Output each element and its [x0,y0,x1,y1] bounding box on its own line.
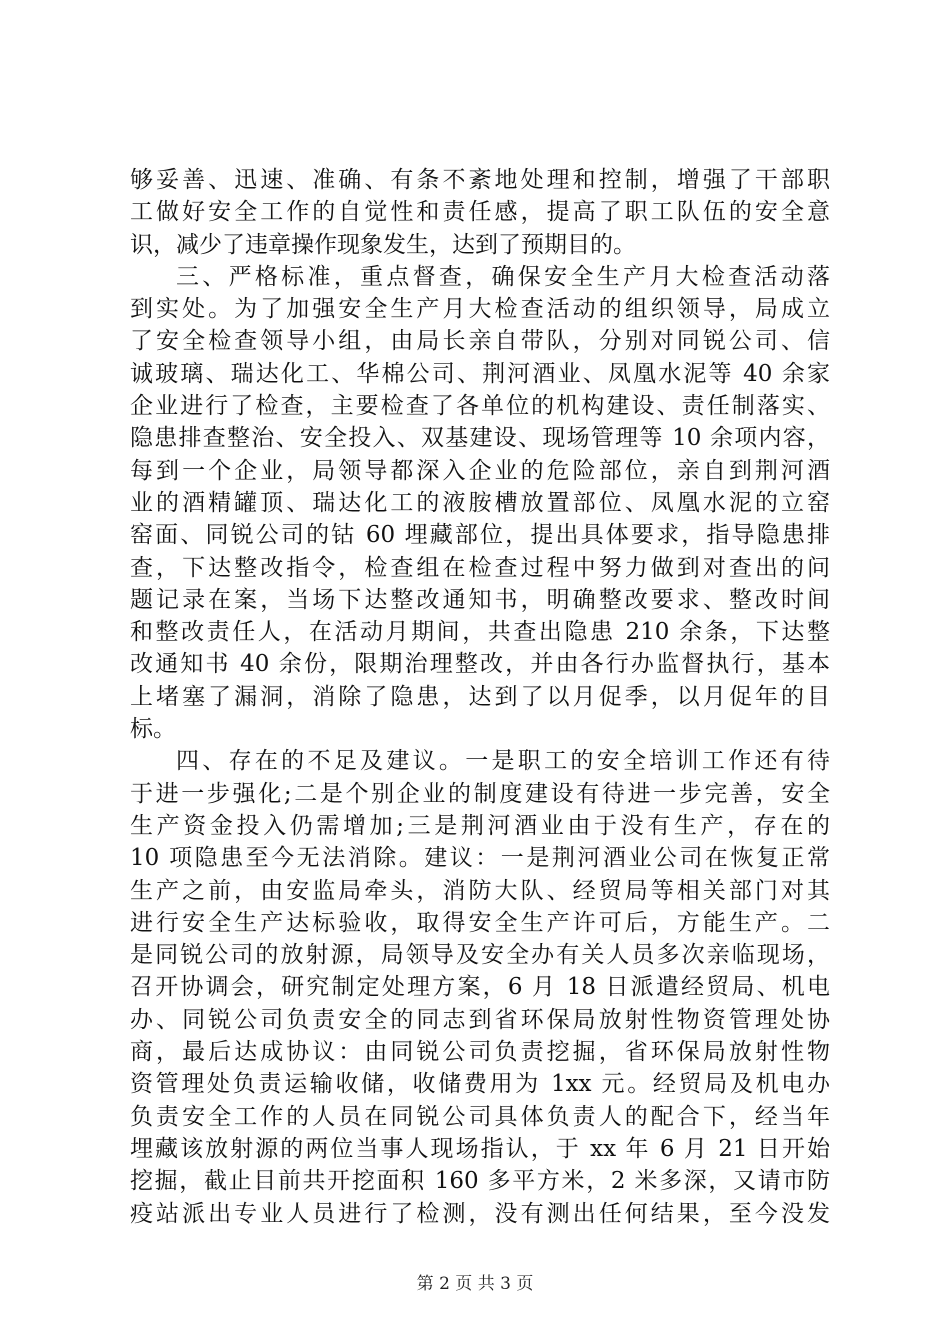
text-line: 办、同锐公司负责安全的同志到省环保局放射性物资管理处协 [130,1006,830,1033]
text-line: 诚玻璃、瑞达化工、华棉公司、荆河酒业、凤凰水泥等 40 余家 [130,360,830,387]
text-line: 10 项隐患至今无法消除。建议：一是荆河酒业公司在恢复正常 [130,845,830,872]
text-line: 于进一步强化;二是个别企业的制度建设有待进一步完善，安全 [130,780,830,807]
text-line: 了安全检查领导小组，由局长亲自带队，分别对同锐公司、信 [130,328,830,355]
text-line: 改通知书 40 余份，限期治理整改，并由各行办监督执行，基本 [130,651,830,678]
page-footer: 第 2 页 共 3 页 [416,1274,534,1294]
text-line: 题记录在案，当场下达整改通知书，明确整改要求、整改时间 [130,586,830,613]
text-line: 上堵塞了漏洞，消除了隐患，达到了以月促季，以月促年的目 [130,683,830,710]
text-line: 识，减少了违章操作现象发生，达到了预期目的。 [130,231,636,258]
body-text [130,164,830,1230]
text-line: 召开协调会，研究制定处理方案，6 月 18 日派遣经贸局、机电 [130,974,830,1001]
text-line: 商，最后达成协议：由同锐公司负责挖掘，省环保局放射性物 [130,1039,830,1066]
text-line: 企业进行了检查，主要检查了各单位的机构建设、责任制落实、 [130,393,830,420]
text-line: 埋藏该放射源的两位当事人现场指认，于 xx 年 6 月 21 日开始 [130,1135,830,1162]
text-line: 够妥善、迅速、准确、有条不紊地处理和控制，增强了干部职 [130,167,830,193]
text-line: 每到一个企业，局领导都深入企业的危险部位，亲自到荆河酒 [130,457,830,484]
text-line: 到实处。为了加强安全生产月大检查活动的组织领导，局成立 [130,296,830,323]
text-line: 标。 [130,716,176,743]
text-line: 挖掘，截止目前共开挖面积 160 多平方米，2 米多深，又请市防 [130,1168,830,1195]
text-line: 疫站派出专业人员进行了检测，没有测出任何结果，至今没发 [130,1200,830,1227]
text-line: 生产资金投入仍需增加;三是荆河酒业由于没有生产，存在的 [130,812,830,839]
text-line: 三、严格标准，重点督查，确保安全生产月大检查活动落 [176,263,830,290]
text-line: 是同锐公司的放射源，局领导及安全办有关人员多次亲临现场， [130,942,830,969]
text-line: 负责安全工作的人员在同锐公司具体负责人的配合下，经当年 [130,1103,830,1130]
text-line: 四、存在的不足及建议。一是职工的安全培训工作还有待 [176,748,830,775]
text-line: 查，下达整改指令，检查组在检查过程中努力做到对查出的问 [130,554,830,581]
text-line: 窑面、同锐公司的钴 60 埋藏部位，提出具体要求，指导隐患排 [130,522,830,549]
text-line: 资管理处负责运输收储，收储费用为 1xx 元。经贸局及机电办 [130,1071,830,1098]
text-line: 工做好安全工作的自觉性和责任感，提高了职工队伍的安全意 [130,199,830,226]
text-line: 进行安全生产达标验收，取得安全生产许可后，方能生产。二 [130,909,830,936]
text-line: 和整改责任人，在活动月期间，共查出隐患 210 余条，下达整 [130,619,830,646]
text-line: 隐患排查整治、安全投入、双基建设、现场管理等 10 余项内容， [130,425,830,452]
text-line: 业的酒精罐顶、瑞达化工的液胺槽放置部位、凤凰水泥的立窑 [130,489,830,516]
text-line: 生产之前，由安监局牵头，消防大队、经贸局等相关部门对其 [130,877,830,904]
